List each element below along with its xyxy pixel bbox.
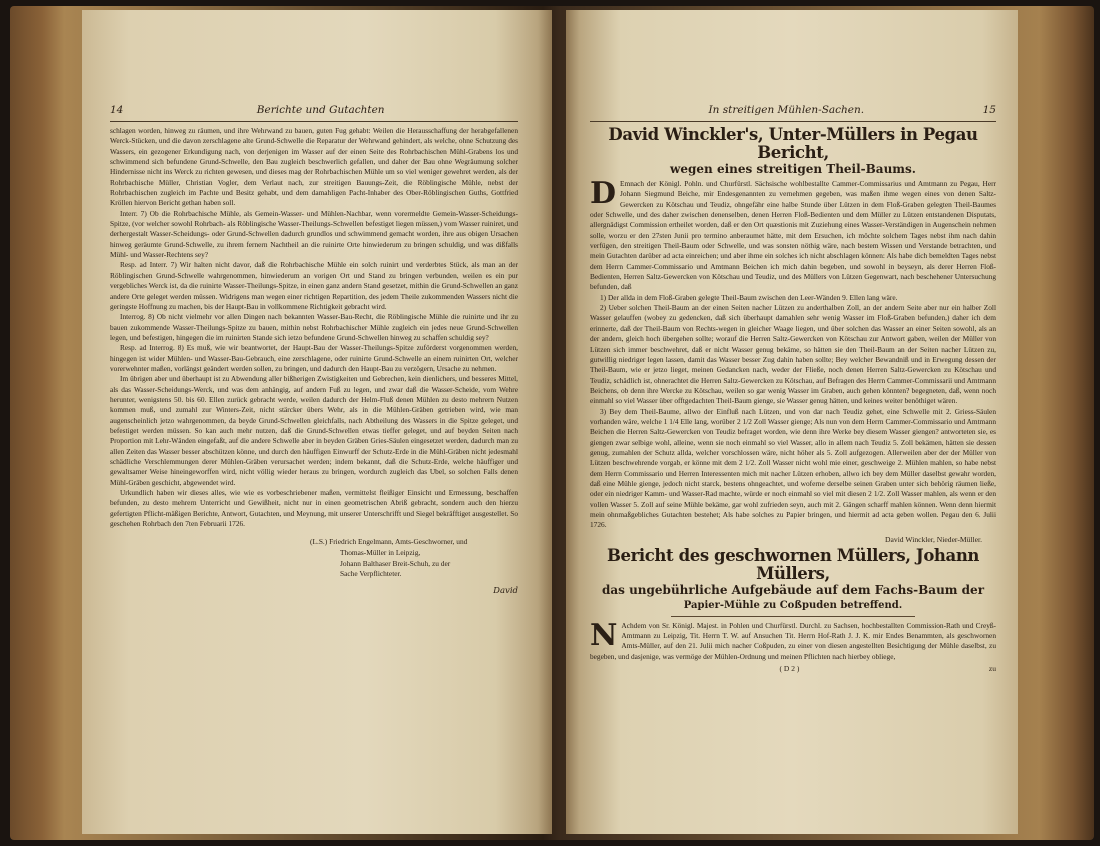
right-paragraph — [590, 617, 996, 662]
right-paragraph: 2) Ueber solchen Theil-Baum an der einen Seiten nacher Lützen zu anderthalben Zoll, an der andern Seite aber nur ein halber Zoll Wasser gelauffen (wobey zu gedencken, daß sich überhaupt damahlen sehr wenig Wasser im Floß-Graben befunden,) daher ich dem erinnerte, daß der Theil-Baum von Rechts-wegen in gleicher Waage liegen, und über solchen das Wasser an einer Seiten sowohl, als an der andern, gleich hoch übergehen sollte; worauf die Herren Saltz-Gewercken von Kötschau zur Antwort gaben, weilen der Müller von Lützen sich immer beschwehret, daß er nicht Wasser genug bekäme, so hätten sie den Theil-Baum an der Seiten nacher Lützen zu, gutwillig niedriger legen lassen, damit das Wasser besser Zug dahin haben sollte; Bey welcher Bewandniß und in Erwegung dessen der Theil-Baum, wie er jetzo lieget, meinen Gedancken nach, weder der Fließe, noch denen Herren Saltz-Gewercken zu Kötschau und Teudiz, schädlich ist, ohnerachtet die Herren Saltz-Gewercken zu Kötschau, auf Befragen des Herrn Cammer-Commissarii und Amtmann Beichens, ob denn ihre Wercke zu Kötschau, weilen so gar wenig Wasser im Graben, auch gehen könnten? begegneten, daß, wenn noch einmahl so viel Wasser über offtgedachten Theil-Baum gienge, sie Wasser genug hätten, und keines weiter benöthiget wären. — [590, 303, 996, 406]
section-subheading-mueller: das ungebührliche Aufgebäude auf dem Fachs-Baum der — [601, 582, 985, 597]
section-subheading-mueller-2: Papier-Mühle zu Coßpuden betreffend. — [683, 599, 903, 611]
left-running-title: Berichte und Gutachten — [256, 104, 385, 116]
left-paragraph: Interr. 7) Ob die Rohrbachische Mühle, als Gemein-Wasser- und Mühlen-Nachbar, wenn vorermeldte Gemein-Wasser-Scheidungs-Spitze, (vor welcher sowohl Rohrbach- als Röblingische Wasser-Theilungs-Schwellen befestiget liegen müssen,) vom Wasser ruiniret, und derhergestalt Wasser-Scheidungs- oder Grund-Schwellen dadurch grundlos und schwimmend gemacht worden, ihre aus obigen Ursachen hinweg geräumte Grund-Schwelle, zu ihrem fernern Nachtheil an die ruinirte Orte hinwiederum zu bringen schuldig, und was dißfalls Mühl- und Wasser-Rechtens sey? — [110, 208, 518, 260]
signature-line: Thomas-Müller in Leipzig, — [340, 548, 421, 557]
right-running-head — [590, 104, 996, 118]
left-page-content — [110, 18, 518, 826]
right-paragraph-text: Achdem von Sr. Königl. Majest. in Pohlen und Churfürstl. Durchl. zu Sachsen, hochbestallten Commission-Rath und Creyß-Amtmann zu Leipzig, Tit. Herrn T. W. auf Ansuchen Tit. Herrn Hof-Rath J. J. K. mir Endes Benammten, als geschwornen Amts-Müller, auf den 21. Julii mich nacher Coßpuden, zu einer von diesen angestellten Besichtigung der Mühle daselbst, zu begeben, und dasjenige, was vermöge der Mühlen-Ordnung und meinen Pflichten nach hierbey obliege, — [590, 620, 996, 661]
right-body-text-1 — [590, 176, 996, 531]
signature-mark: ( D 2 ) — [779, 664, 800, 674]
right-catchword: zu — [988, 664, 996, 674]
left-body-text — [110, 126, 518, 529]
right-page-footer — [590, 664, 996, 673]
right-head-rule — [590, 121, 996, 122]
signature-line: Johann Balthaser Breit-Schuh, zu der — [340, 558, 451, 568]
right-paragraph-text: Emnach der Königl. Pohln. und Churfürstl. Sächsische wohlbestallte Cammer-Commissarius und Amtmann zu Pegau, Herr Johann Siegmund Beiche, mir Endesgenannten zu vernehmen gegeben, was maßen ihme wegen eines von denen Saltz-Gewercken zu Kötschau und Teudiz, ohngefähr eine halbe Stunde über Lützen in dem Floß-Graben gelegten Theil-Baumes oder Schwelle, und des daher zwischen denenselben, denen Herren Floß-Bedienten und dem Müller zu Lützen entstandenen Disputats, allergnädigst Commission ertheilet worden, daß er den Ort quæstionis mit Zuziehung eines Wasser-Verständigen in Augenschein nehmen solle, worzu er den 27sten Junii pro termino anberaumet hätte, mit dem Ersuchen, ich möchte solchem Tages nebst ihm nach dahin verfügen, den streitigen Theil-Baum oder Schwelle, und was sonsten nöthig wäre, nach bestem Wissen und Verstande betrachten, und mein Gutachten darüber ad acta einreichen; und aber ihme ein solches ich nicht abschlagen können: Als habe dich bemeldten Tages nebst dem Herrn Cammer-Commissario und Amtmann Beichen ich mich dahin begeben, und sowohl in beyseyn, als derer Herren Floß-Bedienten, Herren Saltz-Gewercken von Kötschau und Teudiz, und des Müllers von Lützen Gegenwart, nach beschehener Untersuchung befunden, daß — [590, 179, 996, 292]
dropcap-d: D — [590, 176, 617, 211]
signature-line: (L.S.) Friedrich Engelmann, Amts-Geschworner, und — [310, 537, 468, 547]
left-paragraph: Im übrigen aber und überhaupt ist zu Abwendung aller bißherigen Zwistigkeiten und Gebrechen, kein dienlichers, und besseres Mittel, als das Wasser-Scheidungs-Werck, und was dem anhängig, auf andern Fuß zu legen, und zwar daß die Wasser-Scheide, vom Wehre herunter, wenigstens 50. bis 60. Ellen zurück gebracht werde, weilen dadurch der Helm-Fluß denen Mühlen zu desto mehrern Nutzen kommen muß, und zumahl zur Winters-Zeit, nicht stärcker übers Wehr, als in die Mühlen-Gräben getrieben wird, wie man augenscheinlich jetzo wahrgenommen, da beyde Grund-Schwellen gleichfalls, nach Abtheilung des Wassers in die Spitze geleget, und befestiget werden müssen. So kan auch mehr nutzen, daß die Grund-Schwellen etwas tieffer geleget, und auf beyden Seiten nach Proportion mit Lehr-Wänden eingefaßt, auf die andere Schwelle aber in beyden Gräben Gries-Säulen eingesetzet werden, dadurch man zu allen Zeiten das Wasser besser abschützen könne, und durch den häuffigen Einwurff der Schutz-Erde in die Mühl-Gräben nicht jedesmahl schädliche Verschlemmungen derer Mühlen-Gräben verursachet werden; indem bekannt, daß die Schutz-Erde, welche häuffiger und gewaltsamer Weise hineingeworffen wird, nicht völlig wieder heraus zu bringen, wordurch zugleich das Ubel, so solchen Falls denen Mühl-Gräben geschicht, abgewendet wird. — [110, 374, 518, 487]
signature-line: Sache Verpflichteter. — [340, 569, 402, 579]
right-page-content — [590, 18, 996, 826]
right-body-text-2 — [590, 617, 996, 662]
right-page-number: 15 — [982, 104, 996, 116]
left-paragraph: Resp. ad Interr. 7) Wir halten nicht davor, daß die Rohrbachische Mühle ein solch ruinirt und verderbtes Stück, als man an der Röblingischen Grund-Schwelle wahrgenommen, hinwiederum an vorigen Ort und Stand zu bringen verbunden, weilen es ein pur vergebliches Werck ist, da die ruinirte Wasser-Theilungs-Spitze, in einen ganz andern Stand gesetzet, mithin die Grund-Schwellen an ganz andere Orte geleget werden müssen. Widrigens man wegen einer richtigen Repartition, des jedem Theile zukommenden Wassers nicht die geringste Hoffnung zu machen, bis der Haupt-Bau in vollkommene Richtigkeit gebracht wird. — [110, 260, 518, 311]
left-paragraph: schlagen worden, hinweg zu räumen, und ihre Wehrwand zu bauen, guten Fug gehabt: Weilen die Herausschaffung der herabgefallenen Werck-Stücken, und die davon zerschlagene alte Grund-Schwelle die Reparatur der Wehrwand gehindert, als welche, ohne Schutzung des Wassers, ein gezogener Erkundigung nach, von derjenigen im Wasser auf der einen Seite des Rohrbachischen Mühl-Grabens los und schwimmend sich befundene Grund-Schwelle, den Bau zugleich beschwerlich gefallen, und daher der Bau ohne Wegräumung solcher Hindernisse nicht ins Werck zu richten gewesen, und dieses mag der Rohrbachischen Mühle um so viel weniger gewehret werden, als der Rohrbachische Müller, Christian Vogler, dem Verlaut nach, zur streitigen Bauungs-Zeit, die Röblingische Mühle, nebst der Rohrbachischen zugleich im Pachte und Besitz gehabt, und dem damahligen Pacht-Inhaber des Ober-Röblingischen Guths, Gottfried Kröllen hiervon Bericht gethan haben soll. — [110, 126, 518, 208]
left-catchword: David — [493, 585, 518, 596]
dropcap-n: N — [590, 617, 618, 653]
left-head-rule — [110, 121, 518, 122]
right-paragraph: 1) Der allda in dem Floß-Graben gelegte Theil-Baum zwischen den Leer-Wänden 9. Ellen lang wäre. — [600, 292, 898, 302]
book-spread — [10, 6, 1094, 840]
left-page-number: 14 — [110, 104, 124, 116]
section-separator — [671, 616, 915, 617]
section-heading-winckler: David Winckler's, Unter-Müllers in Pegau Bericht, — [608, 125, 978, 162]
left-running-head — [110, 104, 518, 118]
section-subheading-winckler: wegen eines streitigen Theil-Baums. — [670, 162, 916, 176]
winckler-signature: David Winckler, Nieder-Müller. — [885, 534, 982, 544]
right-page — [566, 10, 1018, 834]
left-signature-block — [110, 537, 518, 579]
right-running-title: In streitigen Mühlen-Sachen. — [708, 104, 865, 116]
section-heading-mueller: Bericht des geschwornen Müllers, Johann Müllers, — [606, 545, 980, 583]
right-paragraph — [590, 176, 996, 293]
left-paragraph: Interrog. 8) Ob nicht vielmehr vor allen Dingen nach bekannten Wasser-Bau-Recht, die Röblingische Mühle die ruinirte und ihr zu bauen zukommende Wasser-Theilungs-Spitze zu bauen, mithin nebst Rohrbachischer Mühle zugleich ein jedes neue Grund-Schwellen legen, und befestigen, hingegen die im ruinirten Stande sich ietzo befundene Grund-Schwellen hinweg zu schaffen schuldig sey? — [110, 312, 518, 342]
left-page — [82, 10, 552, 834]
left-paragraph: Resp. ad Interrog. 8) Es muß, wie wir beantwortet, der Haupt-Bau der Wasser-Theilungs-Spitze zuförderst vorgenommen werden, hingegen ist wider Mühlen- und Wasser-Bau-Gebrauch, eine zerschlagene, oder ruinirte Grund-Schwelle an einem ruinirten Ort, welcher vorerwehnter maßen, vorlängst geändert werden sollen, zu bringen, und dadurch den Haupt-Bau zu verzögern, Ursache zu nehmen. — [110, 343, 518, 373]
left-paragraph: Urkundlich haben wir dieses alles, wie wie es vorbeschriebener maßen, vermittelst fleißiger Einsicht und Ermessung, beschaffen befunden, zu desto mehrern Unterricht und Gewißheit, nicht nur in einen geometrischen Abriß gebracht, sondern auch den hierzu gefertigten Pflicht-mäßigen Berichte, Antwort, Gutachten, und Meynung, mit unserer Unterschrifft und Siegel bekräfftiget ausgestellet. So geschehen Rohrbach den 7ten Februarii 1726. — [110, 488, 518, 529]
right-paragraph: 3) Bey dem Theil-Baume, allwo der Einfluß nach Lützen, und von dar nach Teudiz gehet, eine Schwelle mit 2. Griess-Säulen vorhanden wäre, welche 1 1/4 Elle lang, worüber 2 1/2 Zoll Wasser gienge; Als nun von dem Herrn Cammer-Commissario und Amtmann Beichen die Herren Saltz-Gewercken von Teudiz befraget worden, wie denn ihre Werke bey diesem Wasser giengen? antworteten sie, es giengen zwar selbige wohl, alleine, wenn sie noch einmahl so viel Wasser, allo in allem nach Teudiz 5. Zoll bekämen, hätten sie dessen genug, zumahlen der Schutz allda, welcher vorschlossen wäre, nicht höher als 5. Zoll aufgezogen. Allerweilen aber der der Müller von Lützen beschwehrende vorgab, er könne mit dem 2 1/2. Zoll Wasser nicht wohl mie einer, geschweige 2. Mühlen mahlen, so habe nebst dem Herrn Commissario und Herren Interessenten mich mit nacher Lützen erhoben, allwo ich bey dem Müller daselbst gewahr worden, daß eine Mühle gienge, jedoch nicht starck, bestens ohngeachtet, und woferne derselbe seinen Graben unter sich behörig räumen ließe, oder ein niedriger Kamm- und Wasser-Rad machte, würde er noch einmahl so viel mit diesen 2 1/2. Zoll Wasser mahlen, als wenn er den vollen Wasser 5. Zoll auf seine Mühle bekäme, gar wohl zufrieden seyn, auch mit 2. Gängen scharff mahlen können. Wenn denn hiermit mein ohnmaßgebliches Gutachten bestehet; Als habe solches zu Papier bringen, und hiermit ad acta geben wollen. Pegau den 6. Julii 1726. — [590, 406, 996, 530]
